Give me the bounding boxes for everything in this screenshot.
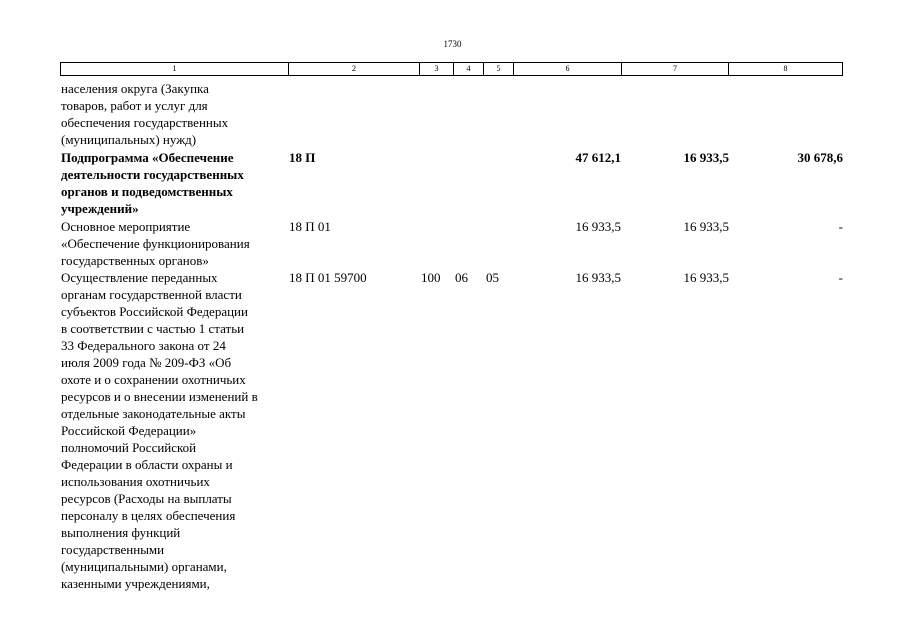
row-name-line: выполнения функций [61, 525, 181, 540]
row-name-cell [61, 218, 296, 269]
column-header-8: 8 [783, 64, 788, 73]
row-name-line: Федерации в области охраны и [61, 457, 233, 472]
row-name-cell [61, 149, 296, 217]
row-name-line: Российской Федерации» [61, 423, 197, 438]
row-name-line: деятельности государственных [61, 167, 244, 182]
row-name-line: органам государственной власти [61, 287, 242, 302]
row-name-line: товаров, работ и услуг для [61, 98, 208, 113]
column-header-1: 1 [172, 64, 177, 73]
row-subsection: 05 [486, 270, 499, 285]
row-name-line: государственных органов» [61, 253, 209, 268]
row-name-line: в соответствии с частью 1 статьи [61, 321, 245, 336]
row-name-line: Подпрограмма «Обеспечение [61, 150, 234, 165]
column-header-4: 4 [466, 64, 471, 73]
table-header [60, 62, 843, 76]
column-header-3: 3 [434, 64, 439, 73]
row-value-8: 30 678,6 [797, 150, 843, 165]
row-name-line: Осуществление переданных [61, 270, 218, 285]
row-name-line: июля 2009 года № 209-ФЗ «Об [61, 355, 232, 370]
row-name-cell [61, 80, 296, 148]
row-name-line: учреждений» [61, 201, 139, 216]
row-name-line: Основное мероприятие [61, 219, 191, 234]
page-number: 1730 [443, 39, 462, 49]
row-value-6: 47 612,1 [575, 150, 621, 165]
row-name-line: персоналу в целях обеспечения [61, 508, 236, 523]
row-name-line: полномочий Российской [61, 440, 197, 455]
row-name-cell [61, 269, 296, 592]
row-value-8: - [838, 219, 843, 234]
row-name-line: ресурсов и о внесении изменений в [61, 389, 258, 404]
row-name-line: органов и подведомственных [61, 184, 233, 199]
row-name-line: государственными [61, 542, 165, 557]
row-code: 18 П 01 [289, 219, 331, 234]
row-value-8: - [838, 270, 843, 285]
row-name-line: охоте и о сохранении охотничьих [61, 372, 246, 387]
row-value-7: 16 933,5 [683, 270, 729, 285]
row-name-line: населения округа (Закупка [61, 81, 209, 96]
row-value-7: 16 933,5 [683, 219, 729, 234]
column-header-5: 5 [496, 64, 501, 73]
row-value-6: 16 933,5 [575, 270, 621, 285]
column-header-6: 6 [565, 64, 570, 73]
row-name-line: обеспечения государственных [61, 115, 229, 130]
row-section: 06 [455, 270, 468, 285]
row-value-7: 16 933,5 [683, 150, 729, 165]
row-name-line: (муниципальных) нужд) [61, 132, 197, 147]
row-name-line: «Обеспечение функционирования [61, 236, 250, 251]
row-expense-type: 100 [421, 270, 441, 285]
row-value-6: 16 933,5 [575, 219, 621, 234]
row-name-line: субъектов Российской Федерации [61, 304, 248, 319]
row-name-line: 33 Федерального закона от 24 [61, 338, 226, 353]
column-header-7: 7 [673, 64, 677, 73]
row-code: 18 П 01 59700 [289, 270, 367, 285]
row-code: 18 П [289, 150, 316, 165]
row-name-line: казенными учреждениями, [61, 576, 210, 591]
column-header-2: 2 [352, 64, 356, 73]
row-name-line: (муниципальными) органами, [61, 559, 227, 574]
row-name-line: отдельные законодательные акты [61, 406, 246, 421]
row-name-line: использования охотничьих [61, 474, 210, 489]
row-name-line: ресурсов (Расходы на выплаты [61, 491, 232, 506]
